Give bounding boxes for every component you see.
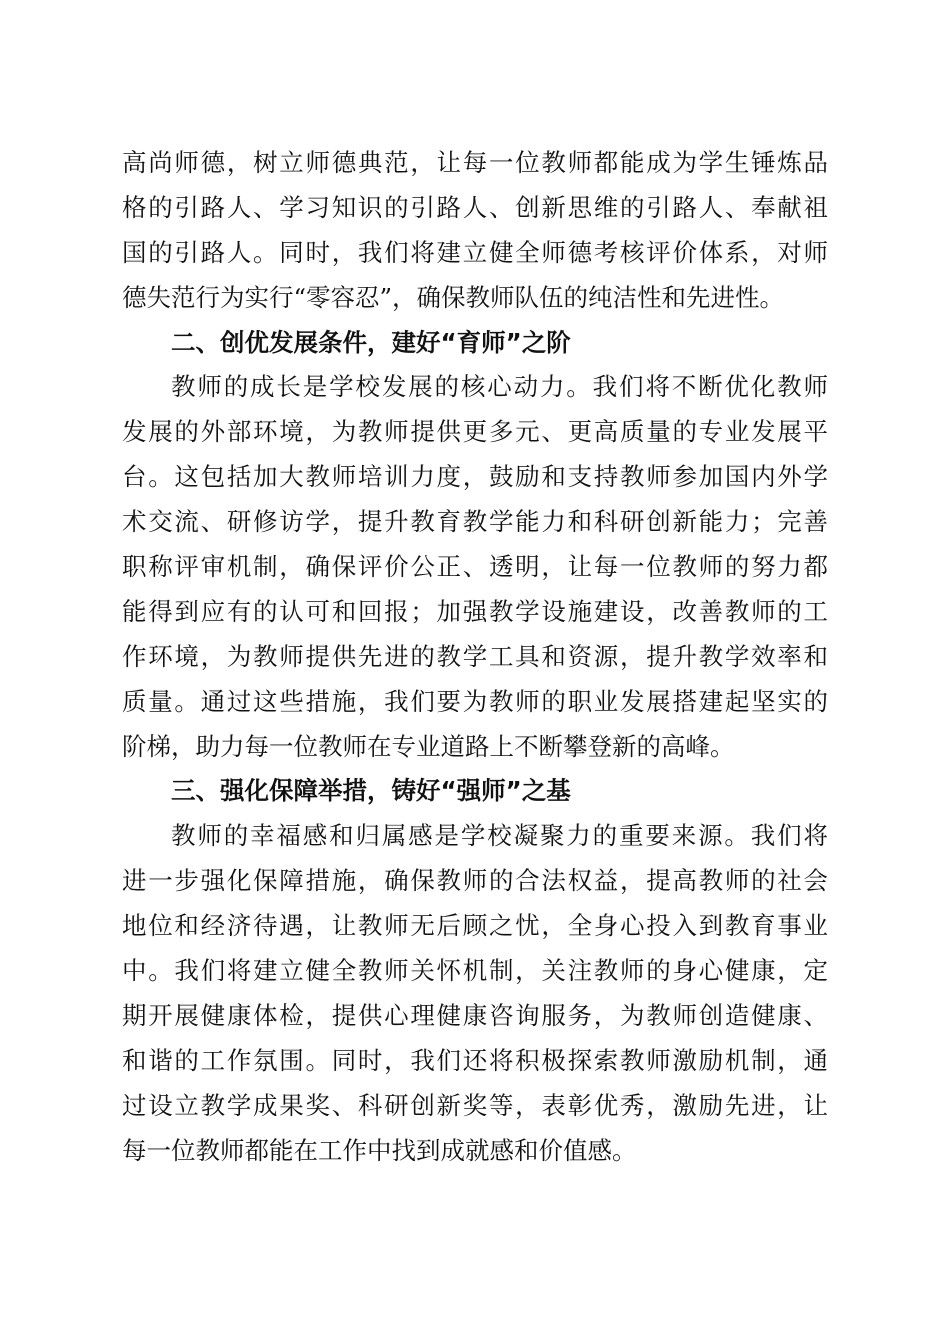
text-line: 质量。通过这些措施，我们要为教师的职业发展搭建起坚实的 — [122, 686, 828, 716]
text-line: 术交流、研修访学，提升教育教学能力和科研创新能力；完善 — [122, 507, 828, 537]
text-line: 阶梯，助力每一位教师在专业道路上不断攀登新的高峰。 — [122, 731, 735, 761]
text-line: 德失范行为实行“零容忍”，确保教师队伍的纯洁性和先进性。 — [122, 282, 785, 312]
paragraph-support — [122, 814, 828, 1173]
text-line: 进一步强化保障措施，确保教师的合法权益，提高教师的社会 — [122, 866, 828, 896]
text-line: 教师的幸福感和归属感是学校凝聚力的重要来源。我们将 — [171, 821, 828, 851]
text-line: 期开展健康体检，提供心理健康咨询服务，为教师创造健康、 — [122, 1000, 828, 1030]
section-heading-2: 二、创优发展条件，建好“育师”之阶 — [171, 327, 571, 357]
text-line: 发展的外部环境，为教师提供更多元、更高质量的专业发展平 — [122, 417, 828, 447]
paragraph-development — [122, 365, 828, 769]
text-line: 作环境，为教师提供先进的教学工具和资源，提升教学效率和 — [122, 641, 828, 671]
text-line: 地位和经济待遇，让教师无后顾之忧，全身心投入到教育事业 — [122, 911, 828, 941]
text-line: 能得到应有的认可和回报；加强教学设施建设，改善教师的工 — [122, 596, 828, 626]
text-line: 国的引路人。同时，我们将建立健全师德考核评价体系，对师 — [122, 237, 828, 267]
text-line: 过设立教学成果奖、科研创新奖等，表彰优秀，激励先进，让 — [122, 1090, 828, 1120]
text-line: 教师的成长是学校发展的核心动力。我们将不断优化教师 — [171, 372, 828, 402]
text-line: 职称评审机制，确保评价公正、透明，让每一位教师的努力都 — [122, 552, 828, 582]
text-line: 每一位教师都能在工作中找到成就感和价值感。 — [122, 1135, 637, 1165]
paragraph-teacher-ethics — [122, 141, 828, 321]
text-line: 格的引路人、学习知识的引路人、创新思维的引路人、奉献祖 — [122, 192, 828, 222]
text-line: 高尚师德，树立师德典范，让每一位教师都能成为学生锤炼品 — [122, 148, 828, 177]
text-line: 中。我们将建立健全教师关怀机制，关注教师的身心健康，定 — [122, 956, 828, 986]
document-page — [122, 141, 828, 1173]
text-line: 和谐的工作氛围。同时，我们还将积极探索教师激励机制，通 — [122, 1045, 828, 1075]
section-heading-3: 三、强化保障举措，铸好“强师”之基 — [171, 776, 571, 806]
text-line: 台。这包括加大教师培训力度，鼓励和支持教师参加国内外学 — [122, 462, 828, 492]
